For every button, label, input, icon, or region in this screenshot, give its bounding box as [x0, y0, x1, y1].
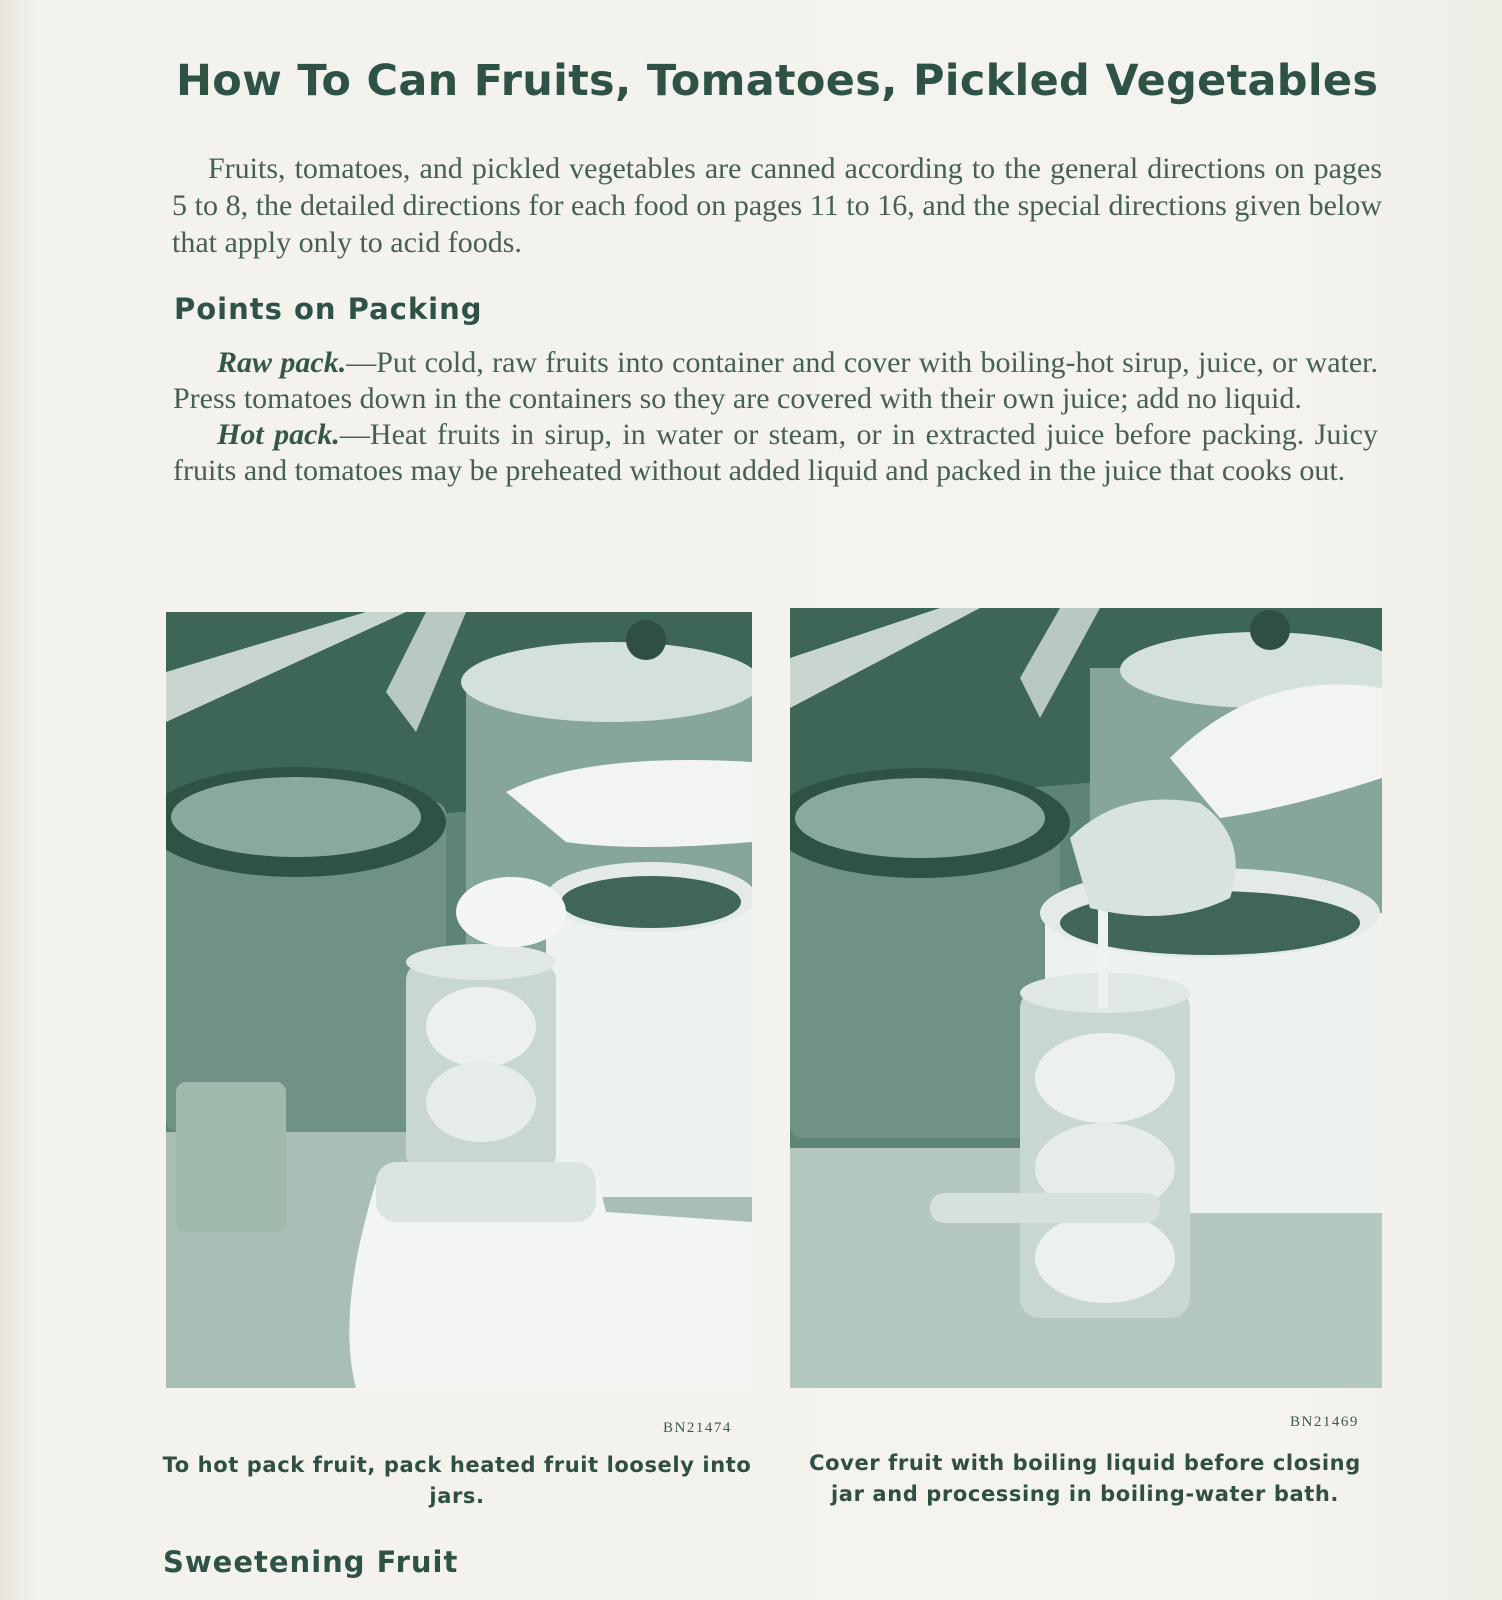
page-title: How To Can Fruits, Tomatoes, Pickled Vegetables [176, 56, 1379, 106]
right-photo-caption: Cover fruit with boiling liquid before closing jar and processing in boiling-water bath. [809, 1451, 1361, 1506]
points-on-packing-heading: Points on Packing [174, 292, 483, 326]
left-photo-code: BN21474 [663, 1420, 732, 1436]
packing-section [173, 345, 1378, 489]
hot-pack-photo [166, 612, 752, 1388]
raw-pack-text: —Put cold, raw fruits into container and cover with boiling-hot sirup, juice, or water. Press tomatoes down in the containers so they are covered with their own juice; add no liquid. [173, 346, 1378, 415]
hot-pack-text: —Heat fruits in sirup, in water or steam, or in extracted juice before packing. Juicy fruits and tomatoes may be preheated without added liquid and packed in the juice that cooks out. [173, 418, 1378, 487]
hot-pack-term: Hot pack. [217, 418, 340, 451]
boiling-liquid-photo [790, 608, 1382, 1388]
raw-pack-term: Raw pack. [217, 346, 347, 379]
right-photo-code: BN21469 [1290, 1414, 1359, 1430]
raw-pack-paragraph [173, 345, 1378, 417]
sweetening-fruit-heading: Sweetening Fruit [163, 1545, 459, 1579]
intro-paragraph: Fruits, tomatoes, and pickled vegetables are canned according to the general directions on pages 5 to 8, the detailed directions for each food on pages 11 to 16, and the special directions given below that apply only to acid foods. [172, 152, 1382, 259]
left-photo-caption: To hot pack fruit, pack heated fruit loosely into jars. [162, 1453, 752, 1508]
hot-pack-paragraph [173, 417, 1378, 489]
